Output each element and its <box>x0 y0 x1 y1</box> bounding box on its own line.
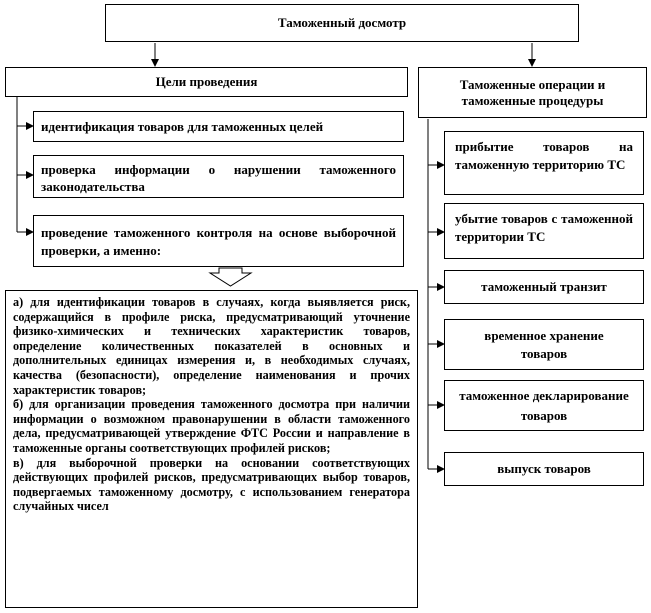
title-box <box>105 4 579 42</box>
goals-header-box <box>5 67 408 97</box>
operation-item-2 <box>444 203 644 259</box>
operation-item-6 <box>444 452 644 486</box>
operation-text-1: прибытие товаров на таможенную территорию ТС <box>455 139 633 172</box>
operation-item-1 <box>444 131 644 195</box>
operation-text-6: выпуск товаров <box>497 461 591 476</box>
detail-c: в) для выборочной проверки на основании соответствующих действующих профилей рисков, предусматривающих выбор товаров, подвергаемых таможенному досмотру, с использованием генератора случайных чисел <box>13 455 410 514</box>
goal-item-3 <box>33 215 404 267</box>
operation-item-3 <box>444 270 644 304</box>
operation-item-5 <box>444 380 644 431</box>
title-text: Таможенный досмотр <box>277 15 407 30</box>
goal-text-2: проверка информации о нарушении таможенного законодательства <box>41 162 396 194</box>
operation-text-3: таможенный транзит <box>481 279 607 294</box>
goal-text-1: идентификация товаров для таможенных целей <box>41 119 324 134</box>
goal-item-2 <box>33 155 404 198</box>
detail-a: а) для идентификации товаров в случаях, когда выявляется риск, содержащийся в профиле риска, предусматривающий уточнение физико-химических и технических характеристик товаров, определение количественных показателей в основных и дополнительных единицах измерения и, в необходимых случаях, качества (безопасности), определение наименования и прочих характеристик товаров; <box>13 295 410 397</box>
operations-header-line2: таможенные процедуры <box>461 92 604 108</box>
operations-header-line1: Таможенные операции и <box>459 76 606 92</box>
details-box <box>5 290 418 608</box>
goals-header-text: Цели проведения <box>155 74 258 89</box>
goal-text-3: проведение таможенного контроля на основе выборочной проверки, а именно: <box>41 225 396 258</box>
operation-text-2: убытие товаров с таможенной территории ТС <box>455 211 633 244</box>
operation-item-4 <box>444 319 644 370</box>
operation-text-5: таможенное декларирование товаров <box>459 387 629 423</box>
operations-header-box <box>418 67 647 118</box>
detail-b: б) для организации проведения таможенного досмотра при наличии информации о возможном правонарушении в области таможенного дела, предусматривающей утверждение ФТС России и направление в таможенные органы соответствующих профилей рисков; <box>13 397 410 455</box>
operation-text-4: временное хранение товаров <box>484 327 604 361</box>
hollow-down-arrow <box>210 268 251 286</box>
goal-item-1 <box>33 111 404 142</box>
